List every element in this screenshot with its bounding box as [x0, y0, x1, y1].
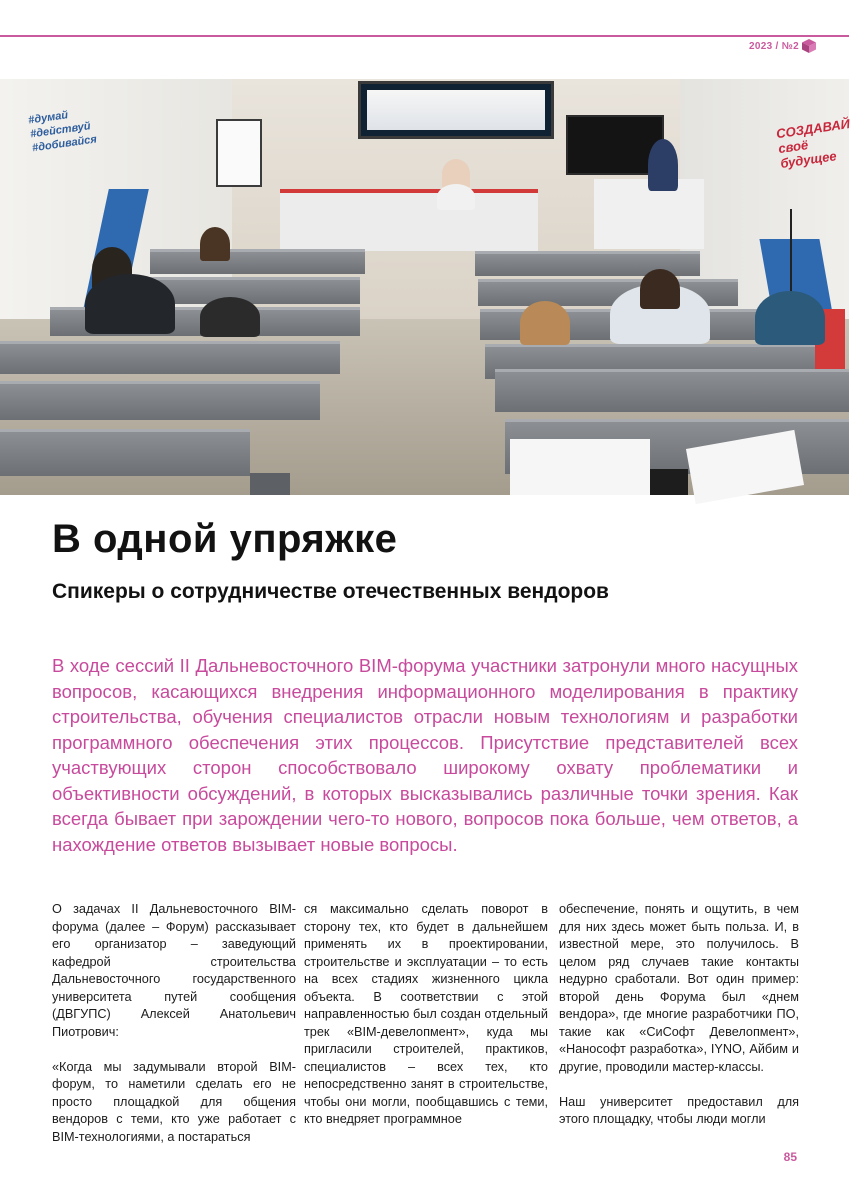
cube-logo-icon: [801, 38, 817, 54]
text-column-1: [52, 901, 296, 1146]
article-lead: В ходе сессий II Дальневосточного BIM-форума участники затронули много насущных вопросов, касающихся внедрения информационного моделирования в практику строительства, обучения специалистов отрасли новым технологиям и разработки программного обеспечения этих процессов. Присутствие представителей всех участвующих сторон способствовало широкому охвату проблематики и объективности обсуждений, в которых высказывались различные точки зрения. Как всегда бывает при зарождении чего-то нового, вопросов пока больше, чем ответов, а нахождение ответов вызывает новые вопросы.: [52, 655, 798, 855]
paragraph: «Когда мы задумывали второй BIM-форум, то наметили сделать его не просто площадкой для общения вендоров с теми, кто уже работает с BIM-технологиями, а постараться: [52, 1059, 296, 1144]
paragraph: Наш университет предоставил для этого площадку, чтобы люди могли: [559, 1094, 799, 1126]
header-rule: [0, 35, 849, 37]
wall-slogan-left: #думай #действуй #добивайся: [27, 109, 98, 155]
paragraph: обеспечение, понять и ощутить, в чем для них здесь может быть польза. И, в известной мере, это получилось. В целом ряд случаев такие контакты недурно сработали. Вот один пример: второй день Форума был «днем вендора», где многие разработчики ПО, такие как «СиСофт Девелопмент», «Нанософт разработка», IYNO, Айбим и другие, проводили мастер-классы.: [559, 902, 799, 1074]
wall-slogan-right: СОЗДАВАЙ своё будущее: [775, 116, 851, 171]
paragraph: ся максимально сделать поворот в сторону тех, кто будет в дальнейшем применять их в проектировании, строительстве и эксплуатации – то есть на всех стадиях жизненного цикла объекта. В соответствии с этой направленностью был создан отдельный трек «BIM-девелопмент», куда мы пригласили строителей, практиков, специалистов – всех тех, кто непосредственно занят в строительстве, чтобы они могли, пообщавшись с теми, кто внедряет программное: [304, 902, 548, 1126]
paragraph: О задачах II Дальневосточного BIM-форума (далее – Форум) рассказывает его организатор – заведующий кафедрой строительства Дальневосточного государственного университета путей сообщения (ДВГУПС) Алексей Анатольевич Пиотрович:: [52, 902, 296, 1039]
article-title: В одной упряжке: [52, 517, 398, 561]
issue-label: 2023 / №2: [749, 41, 799, 52]
page-number: 85: [783, 1150, 797, 1164]
text-column-3: [559, 901, 799, 1129]
conference-hall-photo: [0, 79, 849, 495]
text-column-2: [304, 901, 548, 1129]
article-subtitle: Спикеры о сотрудничестве отечественных вендоров: [52, 580, 609, 603]
